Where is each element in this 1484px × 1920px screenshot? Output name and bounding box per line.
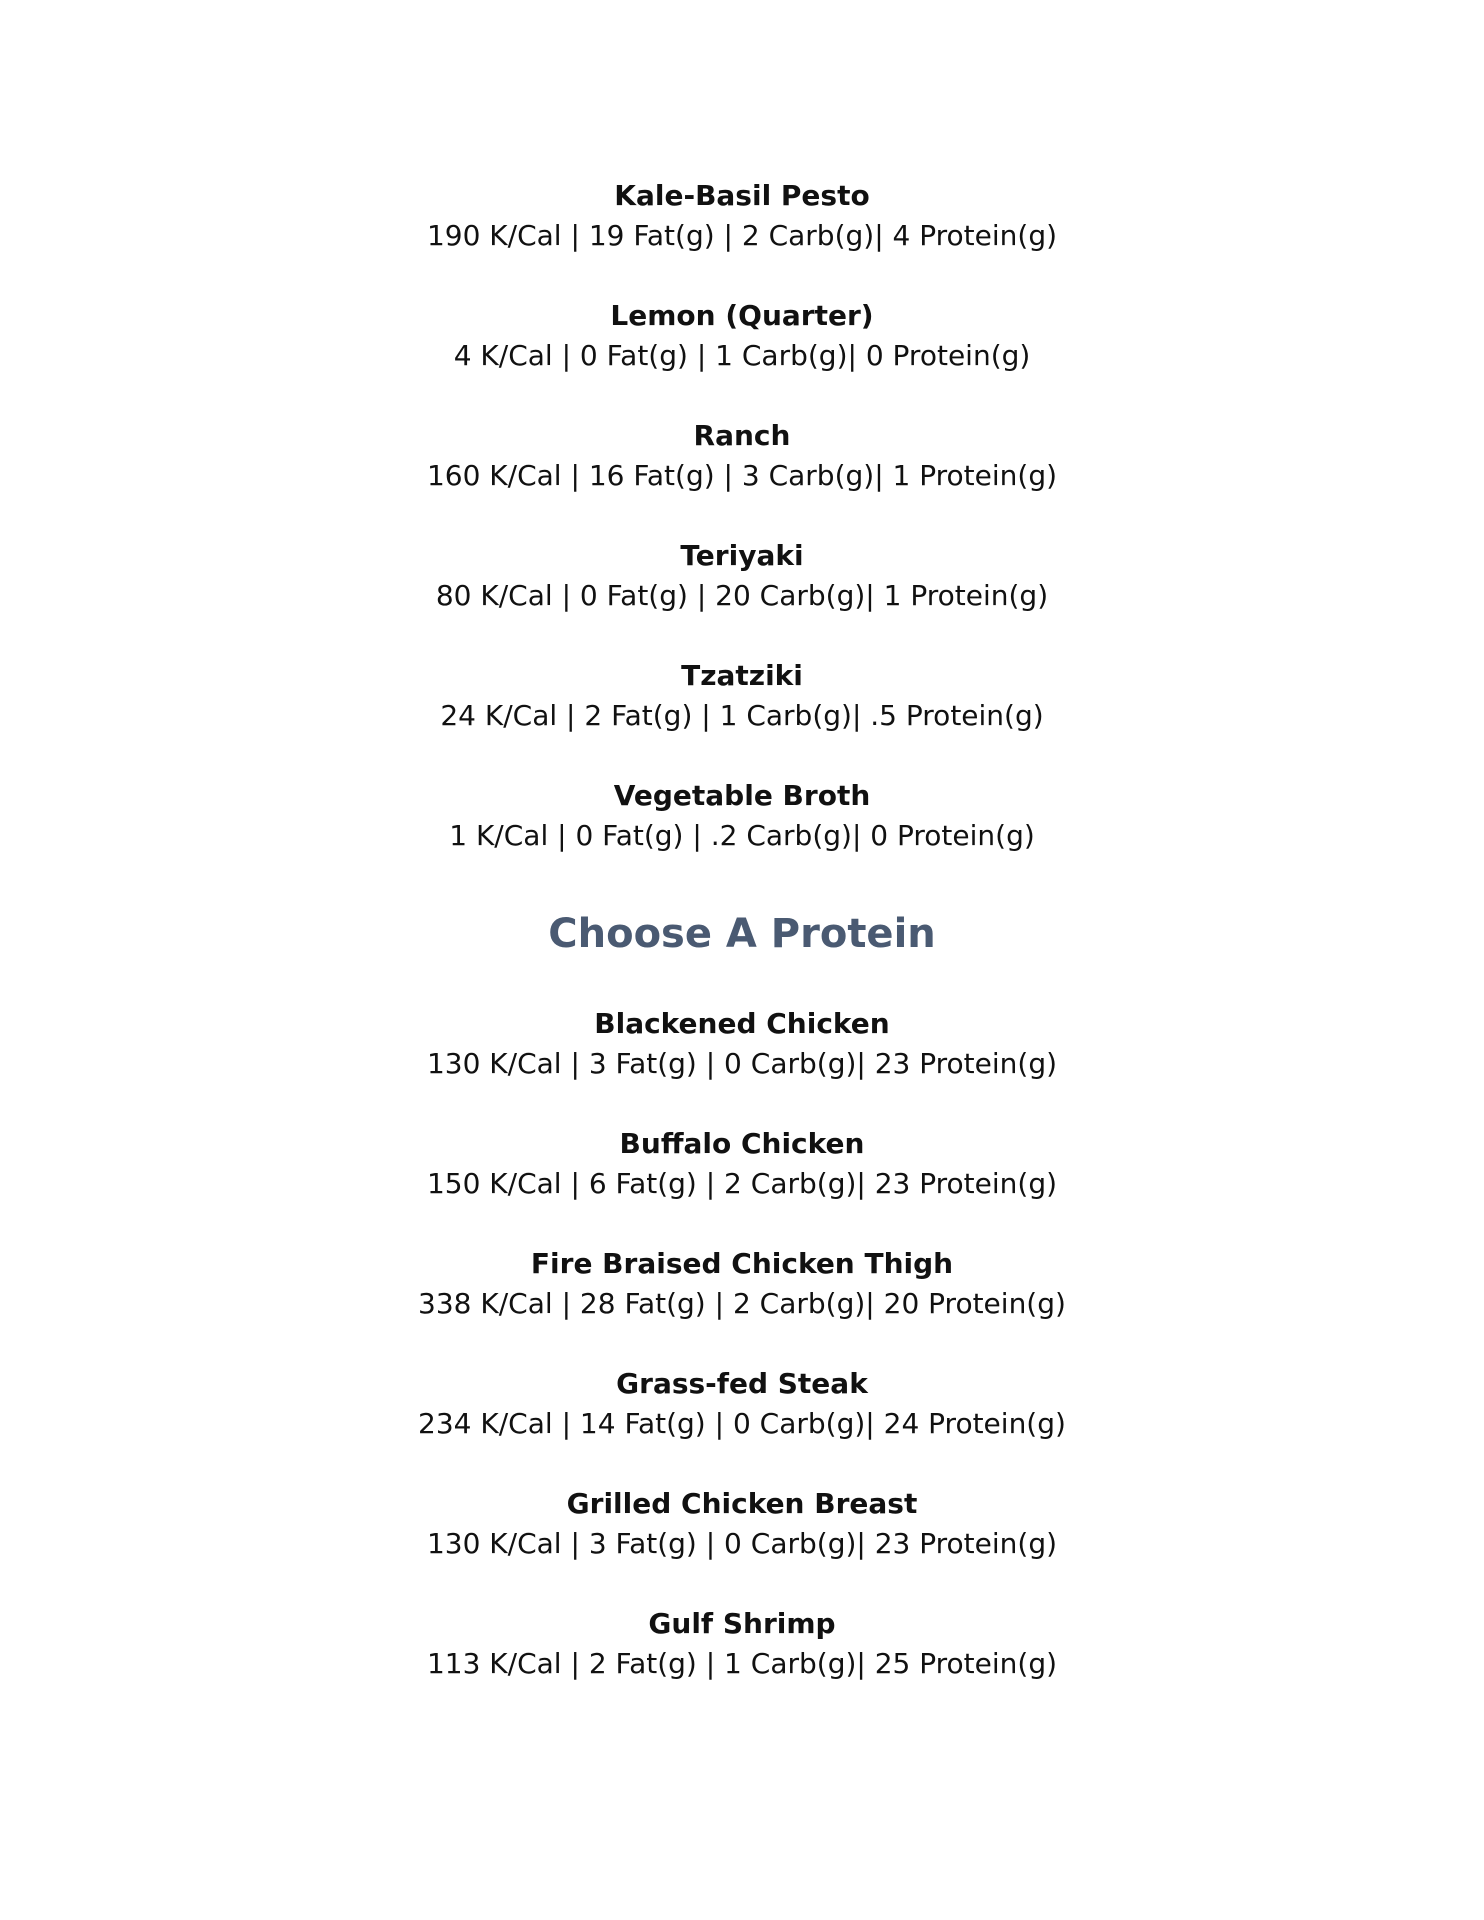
- item-nutrition: 234 K/Cal | 14 Fat(g) | 0 Carb(g)| 24 Protein(g): [418, 1407, 1066, 1440]
- item-name: Tzatziki: [681, 659, 803, 692]
- menu-item-blackened-chicken: [0, 1004, 1484, 1084]
- item-name: Fire Braised Chicken Thigh: [530, 1247, 954, 1280]
- section-heading-protein: Choose A Protein: [548, 911, 936, 957]
- item-nutrition: 130 K/Cal | 3 Fat(g) | 0 Carb(g)| 23 Protein(g): [426, 1047, 1058, 1080]
- menu-item-vegetable-broth: [0, 776, 1484, 856]
- menu-item-tzatziki: [0, 656, 1484, 736]
- item-nutrition: 190 K/Cal | 19 Fat(g) | 2 Carb(g)| 4 Protein(g): [426, 219, 1058, 252]
- item-name: Vegetable Broth: [613, 779, 871, 812]
- item-nutrition: 338 K/Cal | 28 Fat(g) | 2 Carb(g)| 20 Protein(g): [418, 1287, 1066, 1320]
- item-nutrition: 1 K/Cal | 0 Fat(g) | .2 Carb(g)| 0 Protein(g): [449, 819, 1035, 852]
- item-name: Lemon (Quarter): [610, 299, 874, 332]
- item-name: Buffalo Chicken: [619, 1127, 865, 1160]
- item-nutrition: 130 K/Cal | 3 Fat(g) | 0 Carb(g)| 23 Protein(g): [426, 1527, 1058, 1560]
- menu-item-grass-fed-steak: [0, 1364, 1484, 1444]
- menu-item-buffalo-chicken: [0, 1124, 1484, 1204]
- item-name: Gulf Shrimp: [648, 1607, 836, 1640]
- menu-item-lemon-quarter: [0, 296, 1484, 376]
- menu-item-gulf-shrimp: [0, 1604, 1484, 1684]
- menu-item-fire-braised-chicken-thigh: [0, 1244, 1484, 1324]
- item-name: Grass-fed Steak: [616, 1367, 868, 1400]
- item-nutrition: 150 K/Cal | 6 Fat(g) | 2 Carb(g)| 23 Protein(g): [426, 1167, 1058, 1200]
- menu-item-grilled-chicken-breast: [0, 1484, 1484, 1564]
- item-name: Ranch: [693, 419, 791, 452]
- item-nutrition: 160 K/Cal | 16 Fat(g) | 3 Carb(g)| 1 Protein(g): [426, 459, 1058, 492]
- item-nutrition: 113 K/Cal | 2 Fat(g) | 1 Carb(g)| 25 Protein(g): [426, 1647, 1058, 1680]
- item-name: Grilled Chicken Breast: [566, 1487, 918, 1520]
- menu-item-teriyaki: [0, 536, 1484, 616]
- menu-item-ranch: [0, 416, 1484, 496]
- item-name: Blackened Chicken: [594, 1007, 890, 1040]
- item-name: Kale-Basil Pesto: [614, 179, 870, 212]
- item-nutrition: 24 K/Cal | 2 Fat(g) | 1 Carb(g)| .5 Protein(g): [440, 699, 1044, 732]
- item-nutrition: 4 K/Cal | 0 Fat(g) | 1 Carb(g)| 0 Protein(g): [453, 339, 1031, 372]
- menu-item-kale-basil-pesto: [0, 176, 1484, 256]
- item-name: Teriyaki: [680, 539, 804, 572]
- item-nutrition: 80 K/Cal | 0 Fat(g) | 20 Carb(g)| 1 Protein(g): [435, 579, 1049, 612]
